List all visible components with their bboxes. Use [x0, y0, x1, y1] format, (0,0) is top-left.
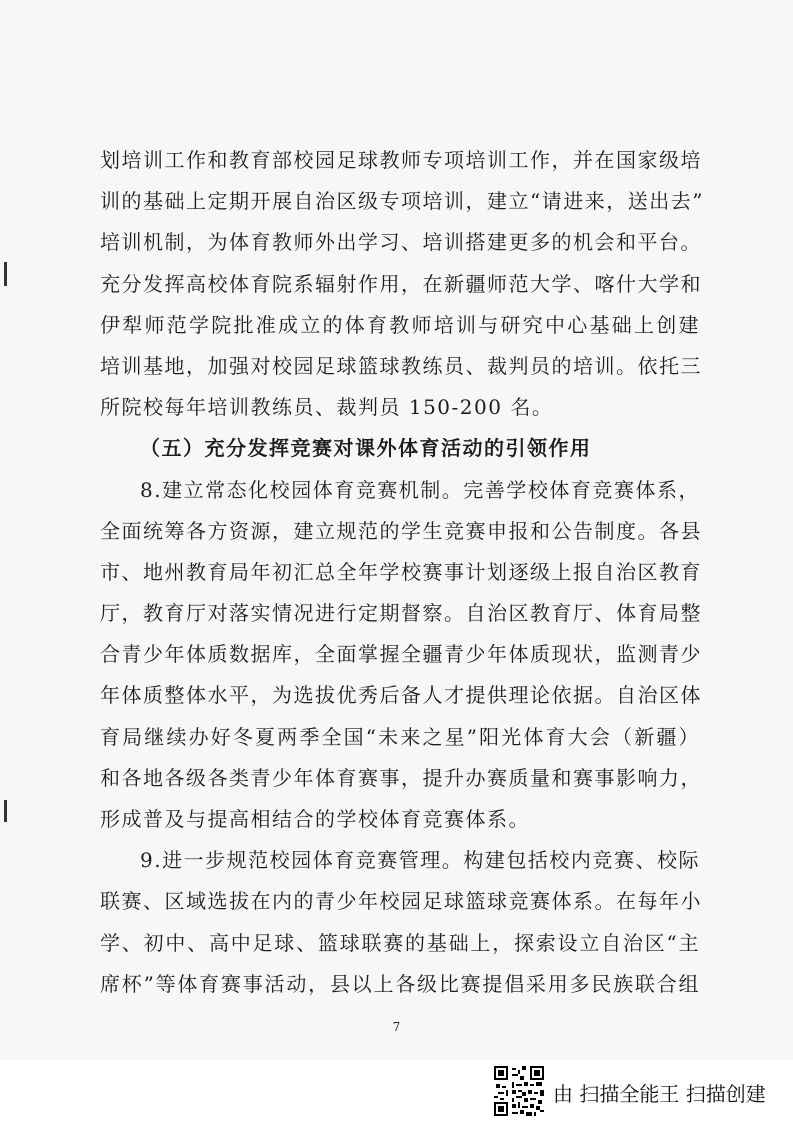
paragraph-line: 培训基地，加强对校园足球篮球教练员、裁判员的培训。依托三 — [100, 353, 702, 378]
paragraph-line: 全面统筹各方资源，建立规范的学生竞赛申报和公告制度。各县 — [100, 518, 702, 543]
section-heading: （五）充分发挥竞赛对课外体育活动的引领作用 — [140, 436, 592, 461]
paragraph-line: 9.进一步规范校园体育竞赛管理。构建包括校内竞赛、校际 — [140, 848, 700, 873]
scanner-footer — [0, 1060, 793, 1122]
paragraph-line: 育局继续办好冬夏两季全国“未来之星”阳光体育大会（新疆） — [100, 724, 700, 749]
scan-edge-mark — [4, 262, 7, 286]
paragraph-line: 形成普及与提高相结合的学校体育竞赛体系。 — [100, 807, 530, 831]
paragraph-line: 充分发挥高校体育院系辐射作用，在新疆师范大学、喀什大学和 — [100, 271, 702, 296]
paragraph-line: 培训机制，为体育教师外出学习、培训搭建更多的机会和平台。 — [100, 230, 702, 255]
paragraph-line: 市、地州教育局年初汇总全年学校赛事计划逐级上报自治区教育 — [100, 559, 702, 584]
paragraph-line: 联赛、区域选拔在内的青少年校园足球篮球竞赛体系。在每年小 — [100, 889, 702, 914]
qr-code-icon — [494, 1066, 544, 1116]
scan-edge-mark — [4, 800, 7, 822]
paragraph-line: 和各地各级各类青少年体育赛事，提升办赛质量和赛事影响力， — [100, 765, 702, 790]
paragraph-line: 年体质整体水平，为选拔优秀后备人才提供理论依据。自治区体 — [100, 683, 702, 708]
document-body — [100, 140, 704, 1005]
paragraph-line: 合青少年体质数据库，全面掌握全疆青少年体质现状，监测青少 — [100, 642, 702, 667]
scanner-watermark-text: 由 扫描全能王 扫描创建 — [553, 1082, 766, 1106]
paragraph-line: 学、初中、高中足球、篮球联赛的基础上，探索设立自治区“主 — [100, 930, 700, 955]
paragraph-line: 伊犁师范学院批准成立的体育教师培训与研究中心基础上创建 — [100, 312, 700, 337]
paragraph-line: 划培训工作和教育部校园足球教师专项培训工作，并在国家级培 — [100, 148, 702, 172]
paragraph-line: 席杯”等体育赛事活动，县以上各级比赛提倡采用多民族联合组 — [100, 971, 700, 996]
paragraph-line: 8.建立常态化校园体育竞赛机制。完善学校体育竞赛体系， — [140, 477, 700, 502]
paragraph-line: 厅，教育厅对落实情况进行定期督察。自治区教育厅、体育局整 — [100, 601, 702, 626]
paragraph-line: 训的基础上定期开展自治区级专项培训，建立“请进来，送出去” — [100, 189, 704, 214]
page-number: 7 — [392, 1020, 401, 1034]
paragraph-line: 所院校每年培训教练员、裁判员 150-200 名。 — [100, 395, 554, 420]
